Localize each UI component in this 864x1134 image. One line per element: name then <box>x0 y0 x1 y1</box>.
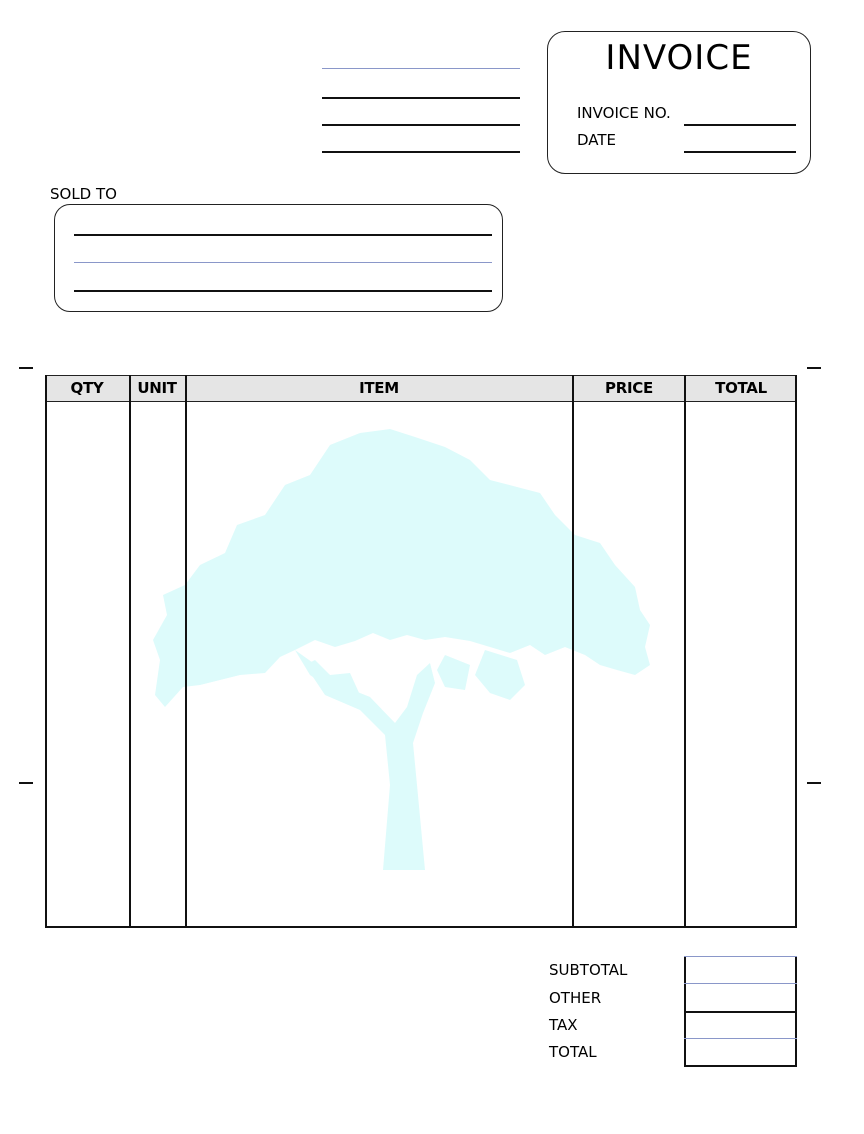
column-header-price: PRICE <box>605 379 653 397</box>
column-header-unit: UNIT <box>137 379 177 397</box>
totals-box <box>684 956 797 1067</box>
sender-address-line-2[interactable] <box>322 97 520 99</box>
invoice-number-field[interactable] <box>684 124 796 126</box>
sold-to-label: SOLD TO <box>50 185 117 203</box>
fold-mark-left-bottom <box>19 782 33 784</box>
sender-address-line-4[interactable] <box>322 151 520 153</box>
sender-address-line-1[interactable] <box>322 68 520 69</box>
column-divider <box>185 375 187 928</box>
sold-to-line-2[interactable] <box>74 262 492 263</box>
table-bottom-border <box>45 926 797 928</box>
column-divider <box>572 375 574 928</box>
sold-to-box <box>54 204 503 312</box>
sold-to-line-3[interactable] <box>74 290 492 292</box>
invoice-title: INVOICE <box>605 38 753 78</box>
date-label: DATE <box>577 131 617 149</box>
subtotal-label: SUBTOTAL <box>549 961 628 979</box>
sold-to-line-1[interactable] <box>74 234 492 236</box>
column-divider <box>795 375 797 928</box>
other-field[interactable] <box>684 983 797 984</box>
fold-mark-left-top <box>19 367 33 369</box>
fold-mark-right-bottom <box>807 782 821 784</box>
tax-field[interactable] <box>684 1011 797 1013</box>
fold-mark-right-top <box>807 367 821 369</box>
invoice-info-box <box>547 31 811 174</box>
column-header-item: ITEM <box>359 379 399 397</box>
invoice-number-label: INVOICE NO. <box>577 104 671 122</box>
date-field[interactable] <box>684 151 796 153</box>
items-table <box>45 375 797 928</box>
totals-bottom-border <box>684 1065 797 1067</box>
column-divider <box>45 375 47 928</box>
tax-label: TAX <box>549 1016 578 1034</box>
column-header-qty: QTY <box>70 379 104 397</box>
column-divider <box>129 375 131 928</box>
column-divider <box>684 375 686 928</box>
subtotal-field[interactable] <box>684 956 797 957</box>
sender-address-line-3[interactable] <box>322 124 520 126</box>
other-label: OTHER <box>549 989 602 1007</box>
total-field[interactable] <box>684 1038 797 1039</box>
column-header-total: TOTAL <box>715 379 767 397</box>
total-label: TOTAL <box>549 1043 597 1061</box>
